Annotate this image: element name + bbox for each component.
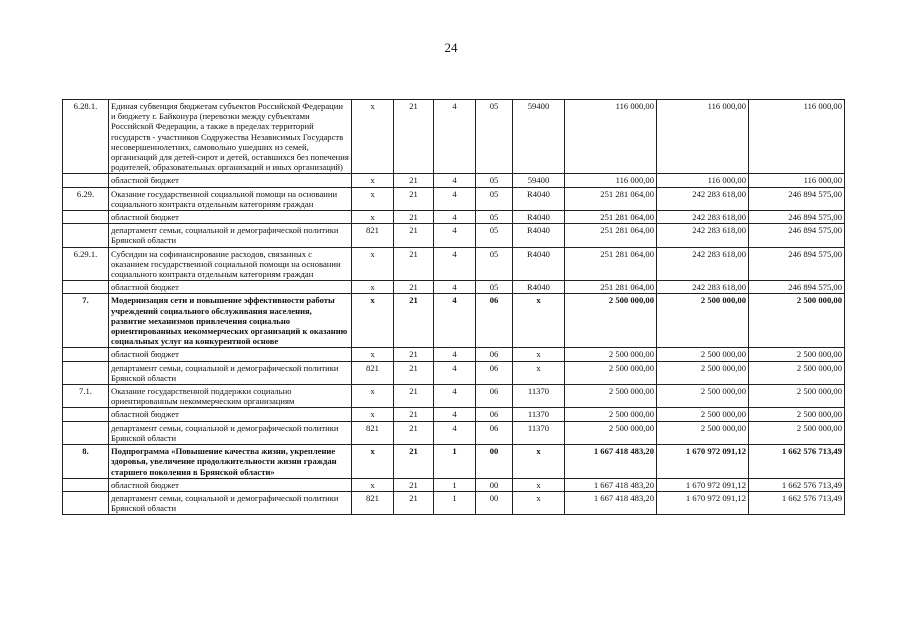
amount-cell-3: 2 500 000,00 <box>749 408 845 421</box>
code-cell-5: R4040 <box>513 247 565 281</box>
table-row <box>63 247 845 281</box>
code-cell-2: 21 <box>394 385 434 408</box>
code-cell-1: x <box>352 100 394 174</box>
table-row <box>63 100 845 174</box>
amount-cell-2: 1 670 972 091,12 <box>657 445 749 479</box>
table-row <box>63 445 845 479</box>
code-cell-2: 21 <box>394 281 434 294</box>
table-row <box>63 294 845 348</box>
row-number-cell <box>63 211 109 224</box>
code-cell-5: R4040 <box>513 224 565 247</box>
code-cell-4: 06 <box>476 385 513 408</box>
row-name-cell: департамент семьи, социальной и демографической политики Брянской области <box>109 361 352 384</box>
code-cell-1: x <box>352 445 394 479</box>
code-cell-3: 4 <box>434 421 476 444</box>
code-cell-5: 11370 <box>513 421 565 444</box>
code-cell-4: 05 <box>476 224 513 247</box>
row-name-cell: Единая субвенция бюджетам субъектов Российской Федерации и бюджету г. Байконура (перевозки между субъектами Российской Федерации, а также в пределах территорий государств - участников Содружества Независимых Государств несовершеннолетних, самовольно ушедших из семей, организаций для детей-сирот и детей, оставшихся без попечения родителей, образовательных организаций и иных организаций) <box>109 100 352 174</box>
code-cell-2: 21 <box>394 174 434 187</box>
code-cell-1: x <box>352 348 394 361</box>
code-cell-1: 821 <box>352 491 394 514</box>
code-cell-1: 821 <box>352 361 394 384</box>
amount-cell-2: 2 500 000,00 <box>657 408 749 421</box>
code-cell-1: x <box>352 281 394 294</box>
code-cell-5: x <box>513 445 565 479</box>
table-row <box>63 348 845 361</box>
code-cell-2: 21 <box>394 478 434 491</box>
code-cell-5: R4040 <box>513 281 565 294</box>
row-number-cell <box>63 361 109 384</box>
row-name-cell: областной бюджет <box>109 281 352 294</box>
row-name-cell: областной бюджет <box>109 478 352 491</box>
amount-cell-2: 242 283 618,00 <box>657 247 749 281</box>
amount-cell-2: 242 283 618,00 <box>657 281 749 294</box>
amount-cell-1: 2 500 000,00 <box>565 294 657 348</box>
code-cell-5: x <box>513 478 565 491</box>
row-number-cell <box>63 491 109 514</box>
code-cell-3: 4 <box>434 294 476 348</box>
code-cell-3: 4 <box>434 408 476 421</box>
amount-cell-1: 251 281 064,00 <box>565 224 657 247</box>
row-name-cell: областной бюджет <box>109 348 352 361</box>
row-number-cell: 6.29.1. <box>63 247 109 281</box>
row-number-cell: 6.29. <box>63 187 109 210</box>
amount-cell-2: 242 283 618,00 <box>657 211 749 224</box>
row-number-cell <box>63 281 109 294</box>
code-cell-4: 05 <box>476 100 513 174</box>
page-number: 24 <box>444 40 458 55</box>
code-cell-4: 05 <box>476 247 513 281</box>
amount-cell-1: 2 500 000,00 <box>565 361 657 384</box>
code-cell-2: 21 <box>394 361 434 384</box>
code-cell-4: 05 <box>476 187 513 210</box>
row-name-cell: департамент семьи, социальной и демографической политики Брянской области <box>109 421 352 444</box>
amount-cell-2: 2 500 000,00 <box>657 294 749 348</box>
table-row <box>63 421 845 444</box>
amount-cell-3: 1 662 576 713,49 <box>749 491 845 514</box>
row-name-cell: областной бюджет <box>109 174 352 187</box>
code-cell-1: 821 <box>352 224 394 247</box>
amount-cell-2: 242 283 618,00 <box>657 224 749 247</box>
code-cell-1: x <box>352 211 394 224</box>
code-cell-3: 4 <box>434 174 476 187</box>
code-cell-1: x <box>352 478 394 491</box>
table-row <box>63 281 845 294</box>
amount-cell-2: 1 670 972 091,12 <box>657 478 749 491</box>
code-cell-4: 06 <box>476 408 513 421</box>
code-cell-5: 11370 <box>513 385 565 408</box>
code-cell-2: 21 <box>394 224 434 247</box>
code-cell-4: 06 <box>476 361 513 384</box>
row-name-cell: областной бюджет <box>109 211 352 224</box>
row-number-cell <box>63 224 109 247</box>
table-body <box>63 100 845 515</box>
code-cell-3: 1 <box>434 445 476 479</box>
code-cell-5: x <box>513 294 565 348</box>
row-name-cell: Модернизация сети и повышение эффективности работы учреждений социального обслуживания населения, развитие механизмов привлечения социально ориентированных некоммерческих организаций к оказанию социальных услуг на конкурентной основе <box>109 294 352 348</box>
amount-cell-2: 2 500 000,00 <box>657 348 749 361</box>
code-cell-2: 21 <box>394 247 434 281</box>
row-number-cell: 7.1. <box>63 385 109 408</box>
code-cell-3: 4 <box>434 361 476 384</box>
amount-cell-2: 2 500 000,00 <box>657 385 749 408</box>
code-cell-4: 00 <box>476 478 513 491</box>
code-cell-5: x <box>513 491 565 514</box>
amount-cell-1: 251 281 064,00 <box>565 247 657 281</box>
amount-cell-3: 2 500 000,00 <box>749 348 845 361</box>
code-cell-1: x <box>352 408 394 421</box>
row-number-cell: 6.28.1. <box>63 100 109 174</box>
code-cell-1: 821 <box>352 421 394 444</box>
row-name-cell: Оказание государственной социальной помощи на основании социального контракта отдельным категориям граждан <box>109 187 352 210</box>
budget-table <box>62 99 845 515</box>
code-cell-2: 21 <box>394 294 434 348</box>
amount-cell-3: 1 662 576 713,49 <box>749 478 845 491</box>
code-cell-1: x <box>352 187 394 210</box>
code-cell-4: 06 <box>476 348 513 361</box>
table-row <box>63 361 845 384</box>
row-number-cell <box>63 348 109 361</box>
table-row <box>63 408 845 421</box>
row-number-cell <box>63 408 109 421</box>
amount-cell-1: 251 281 064,00 <box>565 211 657 224</box>
code-cell-5: 59400 <box>513 100 565 174</box>
table-row <box>63 491 845 514</box>
code-cell-3: 1 <box>434 478 476 491</box>
amount-cell-2: 116 000,00 <box>657 100 749 174</box>
code-cell-3: 4 <box>434 385 476 408</box>
code-cell-2: 21 <box>394 187 434 210</box>
code-cell-5: R4040 <box>513 187 565 210</box>
row-name-cell: Субсидии на софинансирование расходов, связанных с оказанием государственной социальной помощи на основании социального контракта отдельным категориям граждан <box>109 247 352 281</box>
amount-cell-2: 2 500 000,00 <box>657 421 749 444</box>
code-cell-4: 06 <box>476 294 513 348</box>
table-row <box>63 187 845 210</box>
amount-cell-3: 2 500 000,00 <box>749 294 845 348</box>
code-cell-5: x <box>513 361 565 384</box>
code-cell-1: x <box>352 385 394 408</box>
code-cell-1: x <box>352 247 394 281</box>
row-number-cell <box>63 174 109 187</box>
code-cell-3: 4 <box>434 187 476 210</box>
code-cell-5: R4040 <box>513 211 565 224</box>
amount-cell-2: 116 000,00 <box>657 174 749 187</box>
amount-cell-1: 251 281 064,00 <box>565 187 657 210</box>
amount-cell-3: 246 894 575,00 <box>749 281 845 294</box>
row-number-cell: 7. <box>63 294 109 348</box>
code-cell-2: 21 <box>394 421 434 444</box>
table-row <box>63 211 845 224</box>
code-cell-5: 11370 <box>513 408 565 421</box>
table-row <box>63 174 845 187</box>
code-cell-3: 4 <box>434 100 476 174</box>
code-cell-4: 00 <box>476 445 513 479</box>
amount-cell-2: 1 670 972 091,12 <box>657 491 749 514</box>
row-name-cell: Подпрограмма «Повышение качества жизни, укрепление здоровья, увеличение продолжительности жизни граждан старшего поколения в Брянской области» <box>109 445 352 479</box>
amount-cell-3: 2 500 000,00 <box>749 361 845 384</box>
code-cell-2: 21 <box>394 491 434 514</box>
amount-cell-1: 2 500 000,00 <box>565 421 657 444</box>
code-cell-4: 05 <box>476 174 513 187</box>
row-number-cell <box>63 421 109 444</box>
amount-cell-1: 1 667 418 483,20 <box>565 478 657 491</box>
code-cell-4: 00 <box>476 491 513 514</box>
code-cell-3: 4 <box>434 247 476 281</box>
amount-cell-2: 242 283 618,00 <box>657 187 749 210</box>
row-name-cell: Оказание государственной поддержки социально ориентированным некоммерческим организациям <box>109 385 352 408</box>
code-cell-3: 4 <box>434 211 476 224</box>
amount-cell-3: 246 894 575,00 <box>749 247 845 281</box>
code-cell-4: 05 <box>476 281 513 294</box>
table-row <box>63 478 845 491</box>
code-cell-4: 05 <box>476 211 513 224</box>
row-name-cell: областной бюджет <box>109 408 352 421</box>
code-cell-3: 4 <box>434 281 476 294</box>
amount-cell-1: 116 000,00 <box>565 174 657 187</box>
amount-cell-2: 2 500 000,00 <box>657 361 749 384</box>
amount-cell-1: 1 667 418 483,20 <box>565 445 657 479</box>
amount-cell-1: 116 000,00 <box>565 100 657 174</box>
amount-cell-3: 2 500 000,00 <box>749 421 845 444</box>
code-cell-2: 21 <box>394 211 434 224</box>
amount-cell-3: 2 500 000,00 <box>749 385 845 408</box>
code-cell-2: 21 <box>394 445 434 479</box>
code-cell-2: 21 <box>394 348 434 361</box>
row-name-cell: департамент семьи, социальной и демографической политики Брянской области <box>109 491 352 514</box>
amount-cell-1: 2 500 000,00 <box>565 408 657 421</box>
code-cell-3: 4 <box>434 224 476 247</box>
code-cell-2: 21 <box>394 100 434 174</box>
amount-cell-3: 116 000,00 <box>749 100 845 174</box>
row-name-cell: департамент семьи, социальной и демографической политики Брянской области <box>109 224 352 247</box>
amount-cell-3: 1 662 576 713,49 <box>749 445 845 479</box>
amount-cell-3: 246 894 575,00 <box>749 187 845 210</box>
code-cell-3: 1 <box>434 491 476 514</box>
table-row <box>63 385 845 408</box>
code-cell-4: 06 <box>476 421 513 444</box>
amount-cell-1: 1 667 418 483,20 <box>565 491 657 514</box>
amount-cell-1: 251 281 064,00 <box>565 281 657 294</box>
table-row <box>63 224 845 247</box>
code-cell-3: 4 <box>434 348 476 361</box>
row-number-cell: 8. <box>63 445 109 479</box>
amount-cell-3: 116 000,00 <box>749 174 845 187</box>
code-cell-1: x <box>352 294 394 348</box>
code-cell-5: 59400 <box>513 174 565 187</box>
code-cell-1: x <box>352 174 394 187</box>
row-number-cell <box>63 478 109 491</box>
amount-cell-1: 2 500 000,00 <box>565 348 657 361</box>
amount-cell-3: 246 894 575,00 <box>749 211 845 224</box>
amount-cell-3: 246 894 575,00 <box>749 224 845 247</box>
code-cell-5: x <box>513 348 565 361</box>
code-cell-2: 21 <box>394 408 434 421</box>
amount-cell-1: 2 500 000,00 <box>565 385 657 408</box>
